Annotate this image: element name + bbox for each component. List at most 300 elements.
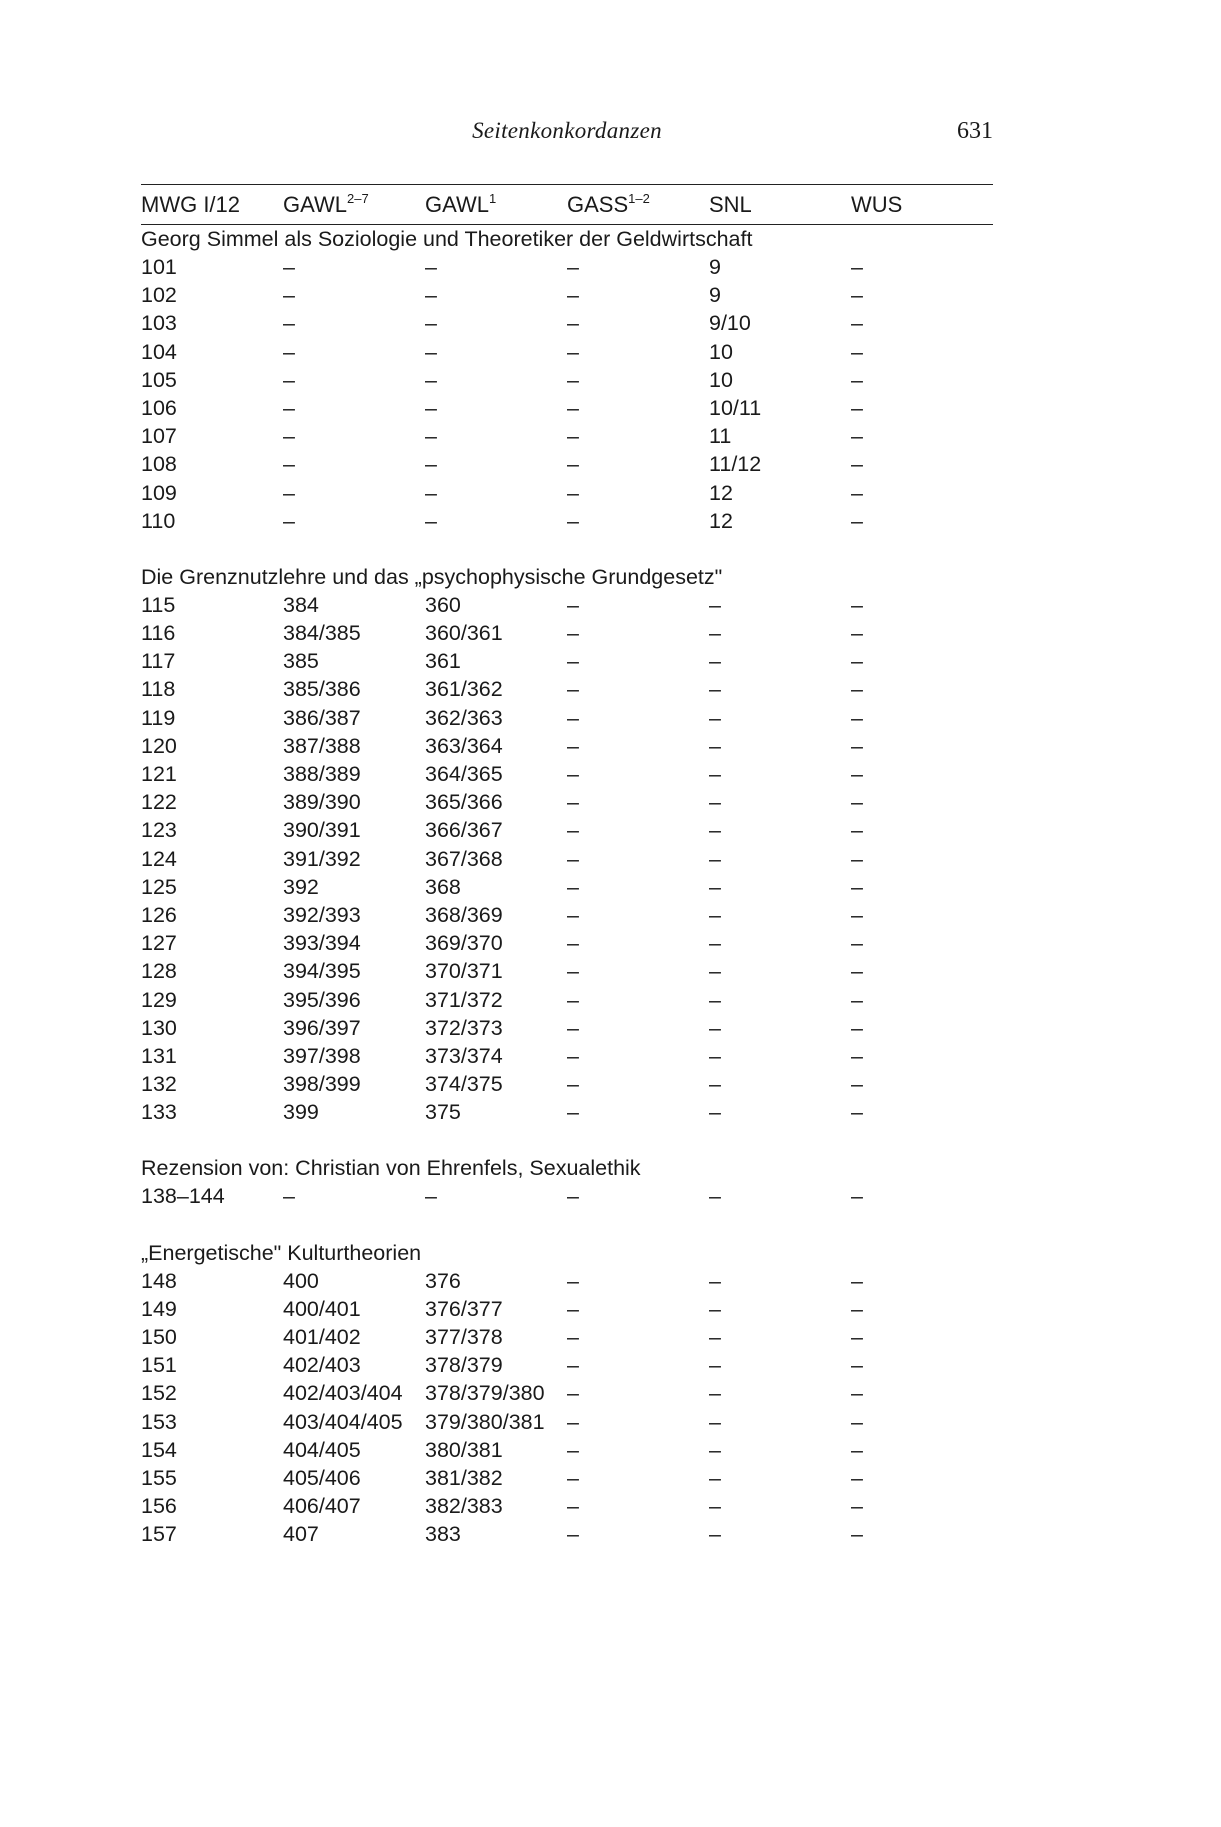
cell-mwg: 116 — [141, 621, 176, 646]
page-number: 631 — [957, 118, 993, 144]
cell-mwg: 154 — [141, 1437, 177, 1462]
table-row — [141, 450, 993, 478]
table-row — [141, 704, 993, 732]
cell-wus: – — [851, 733, 863, 758]
cell-gass: – — [567, 339, 579, 364]
header-gawl-1-sup: 1 — [488, 190, 497, 206]
cell-gawl-2-7: 385 — [283, 649, 319, 674]
cell-gass: – — [567, 283, 579, 308]
cell-gawl-1: – — [425, 1184, 437, 1209]
cell-gawl-1: 382/383 — [425, 1494, 503, 1519]
table-row — [141, 1182, 993, 1210]
cell-snl: – — [709, 1409, 721, 1434]
cell-gawl-2-7: 397/398 — [283, 1043, 361, 1068]
running-title: Seitenkonkordanzen — [472, 118, 662, 143]
cell-snl: – — [709, 1437, 721, 1462]
table-row — [141, 422, 993, 450]
cell-mwg: 123 — [141, 818, 177, 843]
cell-gawl-1: 375 — [425, 1100, 461, 1125]
cell-wus: – — [851, 1381, 863, 1406]
cell-gawl-1: – — [425, 311, 437, 336]
cell-gawl-1: 370/371 — [425, 959, 503, 984]
table-row — [141, 1014, 993, 1042]
cell-wus: – — [851, 874, 863, 899]
cell-gawl-1: 362/363 — [425, 705, 503, 730]
table-row — [141, 986, 993, 1014]
cell-gawl-1: 374/375 — [425, 1072, 503, 1097]
cell-wus: – — [851, 592, 863, 617]
cell-gawl-2-7: 390/391 — [283, 818, 361, 843]
cell-snl: – — [709, 592, 721, 617]
cell-gawl-2-7: 393/394 — [283, 931, 361, 956]
cell-snl: – — [709, 1268, 721, 1293]
cell-gass: – — [567, 649, 579, 674]
cell-gass: – — [567, 790, 579, 815]
cell-mwg: 110 — [141, 508, 176, 533]
cell-snl: 11 — [709, 424, 732, 449]
cell-gawl-1: 360/361 — [425, 621, 503, 646]
cell-wus: – — [851, 1072, 863, 1097]
cell-mwg: 149 — [141, 1296, 177, 1321]
table-row — [141, 1323, 993, 1351]
cell-mwg: 132 — [141, 1072, 177, 1097]
table-row — [141, 281, 993, 309]
cell-gawl-1: 369/370 — [425, 931, 503, 956]
cell-wus: – — [851, 424, 863, 449]
cell-gass: – — [567, 1381, 579, 1406]
header-gawl-1 — [425, 192, 567, 218]
table-row — [141, 760, 993, 788]
cell-gass: – — [567, 1325, 579, 1349]
cell-mwg: 115 — [141, 592, 176, 617]
cell-gass: – — [567, 705, 579, 730]
cell-gawl-1: 371/372 — [425, 987, 503, 1012]
cell-mwg: 152 — [141, 1381, 177, 1406]
cell-wus: – — [851, 255, 863, 279]
cell-gass: – — [567, 424, 579, 449]
header-gass-label: GASS — [567, 191, 629, 217]
cell-snl: – — [709, 902, 721, 927]
cell-gass: – — [567, 987, 579, 1012]
cell-mwg: 133 — [141, 1100, 177, 1125]
cell-gawl-2-7: – — [283, 508, 295, 533]
cell-wus: – — [851, 452, 863, 477]
cell-wus: – — [851, 1465, 863, 1490]
cell-mwg: 157 — [141, 1522, 177, 1547]
table-row — [141, 1379, 993, 1407]
cell-gawl-2-7: 406/407 — [283, 1494, 361, 1519]
cell-mwg: 148 — [141, 1268, 177, 1293]
cell-gawl-1: 383 — [425, 1522, 461, 1547]
cell-gawl-2-7: 401/402 — [283, 1325, 361, 1349]
cell-mwg: 108 — [141, 452, 177, 477]
cell-wus: – — [851, 1296, 863, 1321]
cell-mwg: 150 — [141, 1325, 177, 1349]
cell-gawl-1: 381/382 — [425, 1465, 503, 1490]
cell-gawl-1: 379/380/381 — [425, 1409, 545, 1434]
cell-gawl-1: – — [425, 424, 437, 449]
cell-mwg: 102 — [141, 283, 177, 308]
cell-mwg: 131 — [141, 1043, 177, 1068]
header-gawl-2-7-sup: 2–7 — [346, 190, 369, 206]
cell-wus: – — [851, 1522, 863, 1547]
table-row — [141, 929, 993, 957]
cell-gass: – — [567, 874, 579, 899]
cell-snl: – — [709, 762, 721, 786]
table-header-row — [141, 184, 993, 225]
table-row — [141, 1295, 993, 1323]
cell-gawl-1: 365/366 — [425, 790, 503, 815]
cell-snl: – — [709, 1015, 721, 1040]
header-gawl-2-7-label: GAWL — [283, 191, 347, 217]
table-row — [141, 1267, 993, 1295]
header-gawl-1-label: GAWL — [425, 191, 489, 217]
table-row — [141, 1070, 993, 1098]
cell-gawl-1: – — [425, 452, 437, 477]
header-snl — [709, 192, 851, 218]
table-body — [141, 225, 993, 1549]
table-row — [141, 309, 993, 337]
table-row — [141, 366, 993, 394]
cell-gawl-1: 373/374 — [425, 1043, 503, 1068]
cell-gawl-2-7: 392/393 — [283, 902, 361, 927]
table-row — [141, 957, 993, 985]
cell-mwg: 128 — [141, 959, 177, 984]
cell-gass: – — [567, 733, 579, 758]
header-mwg — [141, 192, 283, 218]
cell-gawl-2-7: – — [283, 283, 295, 308]
cell-wus: – — [851, 790, 863, 815]
concordance-table — [141, 184, 993, 1549]
cell-snl: 11/12 — [709, 452, 762, 477]
table-row — [141, 675, 993, 703]
cell-gawl-2-7: 400/401 — [283, 1296, 361, 1321]
cell-snl: – — [709, 818, 721, 843]
cell-snl: – — [709, 846, 721, 871]
table-row — [141, 1464, 993, 1492]
cell-gawl-1: 377/378 — [425, 1325, 503, 1349]
cell-snl: 12 — [709, 508, 733, 533]
cell-wus: – — [851, 283, 863, 308]
cell-gawl-2-7: – — [283, 452, 295, 477]
cell-gass: – — [567, 677, 579, 702]
cell-snl: – — [709, 1522, 721, 1547]
cell-gawl-1: – — [425, 508, 437, 533]
cell-wus: – — [851, 395, 863, 420]
cell-mwg: 117 — [141, 649, 176, 674]
cell-mwg: 138–144 — [141, 1184, 225, 1209]
cell-mwg: 129 — [141, 987, 177, 1012]
cell-gass: – — [567, 592, 579, 617]
cell-gass: – — [567, 621, 579, 646]
cell-snl: 9/10 — [709, 311, 751, 336]
cell-mwg: 107 — [141, 424, 177, 449]
cell-gass: – — [567, 959, 579, 984]
cell-gawl-1: 368 — [425, 874, 461, 899]
header-gass — [567, 192, 709, 218]
cell-gawl-1: 364/365 — [425, 762, 503, 786]
cell-gass: – — [567, 902, 579, 927]
cell-gawl-2-7: – — [283, 395, 295, 420]
cell-gass: – — [567, 846, 579, 871]
cell-gawl-1: – — [425, 255, 437, 279]
cell-gass: – — [567, 1465, 579, 1490]
cell-gass: – — [567, 1015, 579, 1040]
cell-mwg: 121 — [141, 762, 177, 786]
section-spacer — [141, 1211, 993, 1239]
cell-gawl-1: – — [425, 367, 437, 392]
cell-mwg: 153 — [141, 1409, 177, 1434]
cell-wus: – — [851, 1494, 863, 1519]
cell-snl: 9 — [709, 255, 721, 279]
table-row — [141, 845, 993, 873]
cell-mwg: 104 — [141, 339, 177, 364]
table-row — [141, 788, 993, 816]
section-title: „Energetische" Kulturtheorien — [141, 1240, 422, 1265]
cell-gawl-2-7: 402/403 — [283, 1353, 361, 1378]
cell-mwg: 130 — [141, 1015, 177, 1040]
cell-snl: 9 — [709, 283, 721, 308]
cell-gass: – — [567, 931, 579, 956]
cell-gass: – — [567, 1296, 579, 1321]
cell-gawl-2-7: – — [283, 480, 295, 505]
cell-gass: – — [567, 395, 579, 420]
cell-wus: – — [851, 480, 863, 505]
cell-snl: – — [709, 1043, 721, 1068]
table-row — [141, 1098, 993, 1126]
cell-gawl-2-7: 404/405 — [283, 1437, 361, 1462]
cell-mwg: 124 — [141, 846, 177, 871]
cell-gawl-2-7: 392 — [283, 874, 319, 899]
header-gawl-2-7 — [283, 192, 425, 218]
cell-gawl-1: 361/362 — [425, 677, 503, 702]
header-snl-label: SNL — [709, 191, 752, 217]
cell-gawl-1: – — [425, 395, 437, 420]
cell-gawl-2-7: – — [283, 1184, 295, 1209]
cell-wus: – — [851, 705, 863, 730]
cell-gawl-2-7: 389/390 — [283, 790, 361, 815]
cell-snl: – — [709, 874, 721, 899]
header-wus-label: WUS — [851, 191, 903, 217]
cell-mwg: 126 — [141, 902, 177, 927]
cell-gawl-2-7: 391/392 — [283, 846, 361, 871]
cell-gawl-1: 376 — [425, 1268, 461, 1293]
running-head — [141, 118, 993, 152]
cell-gawl-2-7: 395/396 — [283, 987, 361, 1012]
cell-wus: – — [851, 987, 863, 1012]
cell-mwg: 127 — [141, 931, 177, 956]
cell-gawl-1: 368/369 — [425, 902, 503, 927]
table-row — [141, 816, 993, 844]
cell-wus: – — [851, 1100, 863, 1125]
cell-snl: – — [709, 1296, 721, 1321]
table-row — [141, 647, 993, 675]
table-row — [141, 1492, 993, 1520]
cell-gass: – — [567, 1100, 579, 1125]
cell-snl: – — [709, 790, 721, 815]
cell-gawl-2-7: 402/403/404 — [283, 1381, 403, 1406]
cell-gawl-2-7: – — [283, 311, 295, 336]
cell-gawl-2-7: 384/385 — [283, 621, 361, 646]
cell-gawl-1: – — [425, 480, 437, 505]
cell-mwg: 105 — [141, 367, 177, 392]
cell-snl: – — [709, 1494, 721, 1519]
cell-gass: – — [567, 1268, 579, 1293]
cell-snl: – — [709, 1184, 721, 1209]
cell-snl: – — [709, 1072, 721, 1097]
cell-mwg: 109 — [141, 480, 177, 505]
cell-gawl-2-7: 399 — [283, 1100, 319, 1125]
cell-snl: – — [709, 1353, 721, 1378]
cell-wus: – — [851, 846, 863, 871]
cell-gawl-1: 360 — [425, 592, 461, 617]
cell-wus: – — [851, 1043, 863, 1068]
cell-gass: – — [567, 311, 579, 336]
cell-snl: – — [709, 1381, 721, 1406]
cell-gass: – — [567, 818, 579, 843]
cell-mwg: 119 — [141, 705, 176, 730]
cell-gawl-1: 378/379 — [425, 1353, 503, 1378]
cell-gass: – — [567, 1043, 579, 1068]
cell-gawl-2-7: – — [283, 255, 295, 279]
cell-gawl-2-7: 384 — [283, 592, 319, 617]
cell-gass: – — [567, 1437, 579, 1462]
cell-mwg: 120 — [141, 733, 177, 758]
cell-snl: – — [709, 1100, 721, 1125]
cell-gass: – — [567, 367, 579, 392]
cell-gawl-2-7: – — [283, 424, 295, 449]
cell-gawl-2-7: 394/395 — [283, 959, 361, 984]
cell-gawl-1: 361 — [425, 649, 461, 674]
cell-gass: – — [567, 255, 579, 279]
cell-mwg: 125 — [141, 874, 177, 899]
cell-gass: – — [567, 1353, 579, 1378]
cell-gawl-1: 378/379/380 — [425, 1381, 545, 1406]
cell-wus: – — [851, 1184, 863, 1209]
cell-gass: – — [567, 480, 579, 505]
cell-gass: – — [567, 1409, 579, 1434]
cell-gawl-1: – — [425, 283, 437, 308]
cell-wus: – — [851, 649, 863, 674]
cell-snl: – — [709, 677, 721, 702]
cell-gawl-2-7: 388/389 — [283, 762, 361, 786]
cell-mwg: 106 — [141, 395, 177, 420]
cell-gawl-2-7: 407 — [283, 1522, 319, 1547]
cell-snl: 10 — [709, 367, 733, 392]
cell-gawl-2-7: 387/388 — [283, 733, 361, 758]
table-row — [141, 1408, 993, 1436]
cell-gass: – — [567, 1072, 579, 1097]
table-row — [141, 619, 993, 647]
cell-gawl-2-7: – — [283, 339, 295, 364]
cell-snl: – — [709, 621, 721, 646]
cell-snl: – — [709, 1465, 721, 1490]
cell-mwg: 151 — [141, 1353, 177, 1378]
cell-mwg: 101 — [141, 255, 177, 279]
cell-mwg: 156 — [141, 1494, 177, 1519]
cell-snl: – — [709, 987, 721, 1012]
cell-gass: – — [567, 1184, 579, 1209]
table-row — [141, 1042, 993, 1070]
cell-snl: 10/11 — [709, 395, 762, 420]
cell-gawl-1: 372/373 — [425, 1015, 503, 1040]
section-spacer — [141, 535, 993, 563]
cell-snl: – — [709, 733, 721, 758]
table-row — [141, 338, 993, 366]
cell-gawl-1: 380/381 — [425, 1437, 503, 1462]
cell-wus: – — [851, 762, 863, 786]
cell-wus: – — [851, 677, 863, 702]
section-title: Rezension von: Christian von Ehrenfels, Sexualethik — [141, 1156, 641, 1181]
table-row — [141, 1436, 993, 1464]
cell-snl: – — [709, 931, 721, 956]
cell-wus: – — [851, 931, 863, 956]
cell-gawl-2-7: 396/397 — [283, 1015, 361, 1040]
table-row — [141, 873, 993, 901]
cell-gass: – — [567, 452, 579, 477]
cell-snl: 10 — [709, 339, 733, 364]
table-row — [141, 479, 993, 507]
cell-wus: – — [851, 1015, 863, 1040]
cell-mwg: 155 — [141, 1465, 177, 1490]
table-row — [141, 507, 993, 535]
table-row — [141, 1520, 993, 1548]
cell-wus: – — [851, 621, 863, 646]
cell-gawl-1: 367/368 — [425, 846, 503, 871]
header-gass-sup: 1–2 — [628, 190, 650, 206]
cell-gawl-2-7: 386/387 — [283, 705, 361, 730]
table-row — [141, 394, 993, 422]
cell-gawl-2-7: – — [283, 367, 295, 392]
cell-gass: – — [567, 1494, 579, 1519]
cell-gass: – — [567, 1522, 579, 1547]
cell-wus: – — [851, 902, 863, 927]
table-row — [141, 1351, 993, 1379]
cell-wus: – — [851, 339, 863, 364]
cell-gass: – — [567, 508, 579, 533]
cell-wus: – — [851, 818, 863, 843]
cell-wus: – — [851, 367, 863, 392]
cell-gawl-2-7: 403/404/405 — [283, 1409, 403, 1434]
cell-wus: – — [851, 1409, 863, 1434]
cell-mwg: 103 — [141, 311, 177, 336]
cell-snl: – — [709, 1325, 721, 1349]
table-row — [141, 253, 993, 281]
table-row — [141, 732, 993, 760]
header-wus — [851, 192, 993, 218]
cell-wus: – — [851, 508, 863, 533]
section-title: Georg Simmel als Soziologie und Theoretiker der Geldwirtschaft — [141, 227, 753, 251]
cell-wus: – — [851, 1325, 863, 1349]
cell-wus: – — [851, 959, 863, 984]
cell-snl: – — [709, 959, 721, 984]
section-spacer — [141, 1126, 993, 1154]
cell-gawl-1: 363/364 — [425, 733, 503, 758]
cell-gawl-1: – — [425, 339, 437, 364]
cell-wus: – — [851, 1353, 863, 1378]
cell-wus: – — [851, 1437, 863, 1462]
cell-snl: – — [709, 649, 721, 674]
cell-gawl-1: 376/377 — [425, 1296, 503, 1321]
cell-gawl-2-7: 398/399 — [283, 1072, 361, 1097]
cell-snl: 12 — [709, 480, 733, 505]
cell-gawl-2-7: 400 — [283, 1268, 319, 1293]
cell-mwg: 122 — [141, 790, 177, 815]
cell-gawl-2-7: 385/386 — [283, 677, 361, 702]
cell-gawl-1: 366/367 — [425, 818, 503, 843]
header-mwg-label: MWG I/12 — [141, 191, 241, 217]
cell-mwg: 118 — [141, 677, 176, 702]
